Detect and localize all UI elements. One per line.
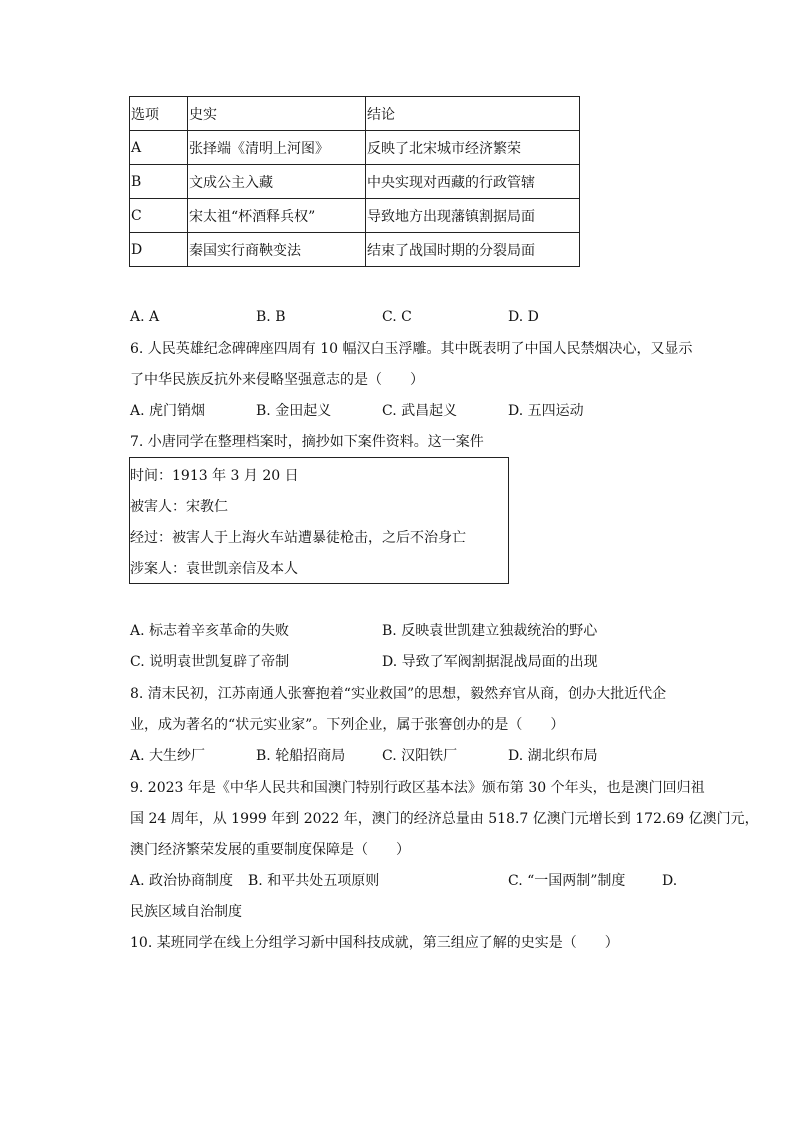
q6-option-b: B. 金田起义: [256, 403, 332, 419]
q6-option-a: A. 虎门销烟: [130, 403, 206, 419]
q5-option-b: B. B: [256, 309, 286, 325]
q9-option-d-label: D.: [662, 873, 678, 889]
table-cell: 中央实现对西藏的行政管辖: [366, 165, 580, 199]
case-victim: 被害人：宋教仁: [130, 499, 228, 515]
q8-option-b: B. 轮船招商局: [256, 748, 346, 764]
table-cell: 张择端《清明上河图》: [188, 131, 366, 165]
case-record-box: [129, 457, 509, 584]
case-suspect: 涉案人：袁世凯亲信及本人: [130, 561, 298, 577]
q9-stem-line1: 9. 2023 年是《中华人民共和国澳门特别行政区基本法》颁布第 30 个年头，也是澳门回归祖: [130, 780, 705, 796]
table-cell: A: [130, 131, 188, 165]
q5-option-d: D. D: [508, 309, 539, 325]
table-header-fact: 史实: [188, 97, 366, 131]
table-header-row: [130, 97, 580, 131]
table-row: [130, 131, 580, 165]
table-cell: 导致地方出现藩镇割据局面: [366, 199, 580, 233]
q7-stem: 7. 小唐同学在整理档案时，摘抄如下案件资料。这一案件: [130, 434, 484, 450]
case-process: 经过：被害人于上海火车站遭暴徒枪击，之后不治身亡: [130, 530, 466, 546]
q7-option-a: A. 标志着辛亥革命的失败: [130, 623, 290, 639]
table-header-option: 选项: [130, 97, 188, 131]
q9-option-c: C. “一国两制”制度: [508, 873, 626, 889]
table-cell: D: [130, 233, 188, 267]
q6-stem-line1: 6. 人民英雄纪念碑碑座四周有 10 幅汉白玉浮雕。其中既表明了中国人民禁烟决心，又显示: [130, 341, 693, 357]
q9-option-b: B. 和平共处五项原则: [248, 873, 380, 889]
q8-option-a: A. 大生纱厂: [130, 748, 206, 764]
q6-option-d: D. 五四运动: [508, 403, 584, 419]
table-row: [130, 165, 580, 199]
q8-option-c: C. 汉阳铁厂: [382, 748, 458, 764]
q9-option-d-text: 民族区域自治制度: [130, 904, 242, 920]
table-cell: 宋太祖“杯酒释兵权”: [188, 199, 366, 233]
case-time: 时间：1913 年 3 月 20 日: [130, 468, 299, 484]
table-cell: 结束了战国时期的分裂局面: [366, 233, 580, 267]
q10-stem: 10. 某班同学在线上分组学习新中国科技成就，第三组应了解的史实是（ ）: [130, 935, 619, 951]
q7-option-c: C. 说明袁世凯复辟了帝制: [130, 654, 290, 670]
q8-stem-line1: 8. 清末民初，江苏南通人张謇抱着“实业救国”的思想，毅然弃官从商，创办大批近代企: [130, 686, 667, 702]
q6-option-c: C. 武昌起义: [382, 403, 458, 419]
q9-stem-line2: 国 24 周年，从 1999 年到 2022 年，澳门的经济总量由 518.7 亿澳门元增长到 172.69 亿澳门元，: [130, 811, 759, 827]
table-row: [130, 199, 580, 233]
q5-option-a: A. A: [130, 309, 160, 325]
table-cell: 文成公主入藏: [188, 165, 366, 199]
q7-option-b: B. 反映袁世凯建立独裁统治的野心: [382, 623, 598, 639]
table-cell: C: [130, 199, 188, 233]
table-header-conclusion: 结论: [366, 97, 580, 131]
table-cell: B: [130, 165, 188, 199]
history-table: [129, 96, 580, 267]
q8-option-d: D. 湖北织布局: [508, 748, 598, 764]
q7-option-d: D. 导致了军阀割据混战局面的出现: [382, 654, 598, 670]
table-row: [130, 233, 580, 267]
q9-option-a: A. 政治协商制度: [130, 873, 234, 889]
q8-stem-line2: 业，成为著名的“状元实业家”。下列企业，属于张謇创办的是（ ）: [130, 717, 565, 733]
q9-stem-line3: 澳门经济繁荣发展的重要制度保障是（ ）: [130, 842, 410, 858]
table-cell: 秦国实行商鞅变法: [188, 233, 366, 267]
q6-stem-line2: 了中华民族反抗外来侵略坚强意志的是（ ）: [130, 372, 424, 388]
table-cell: 反映了北宋城市经济繁荣: [366, 131, 580, 165]
q5-option-c: C. C: [382, 309, 412, 325]
